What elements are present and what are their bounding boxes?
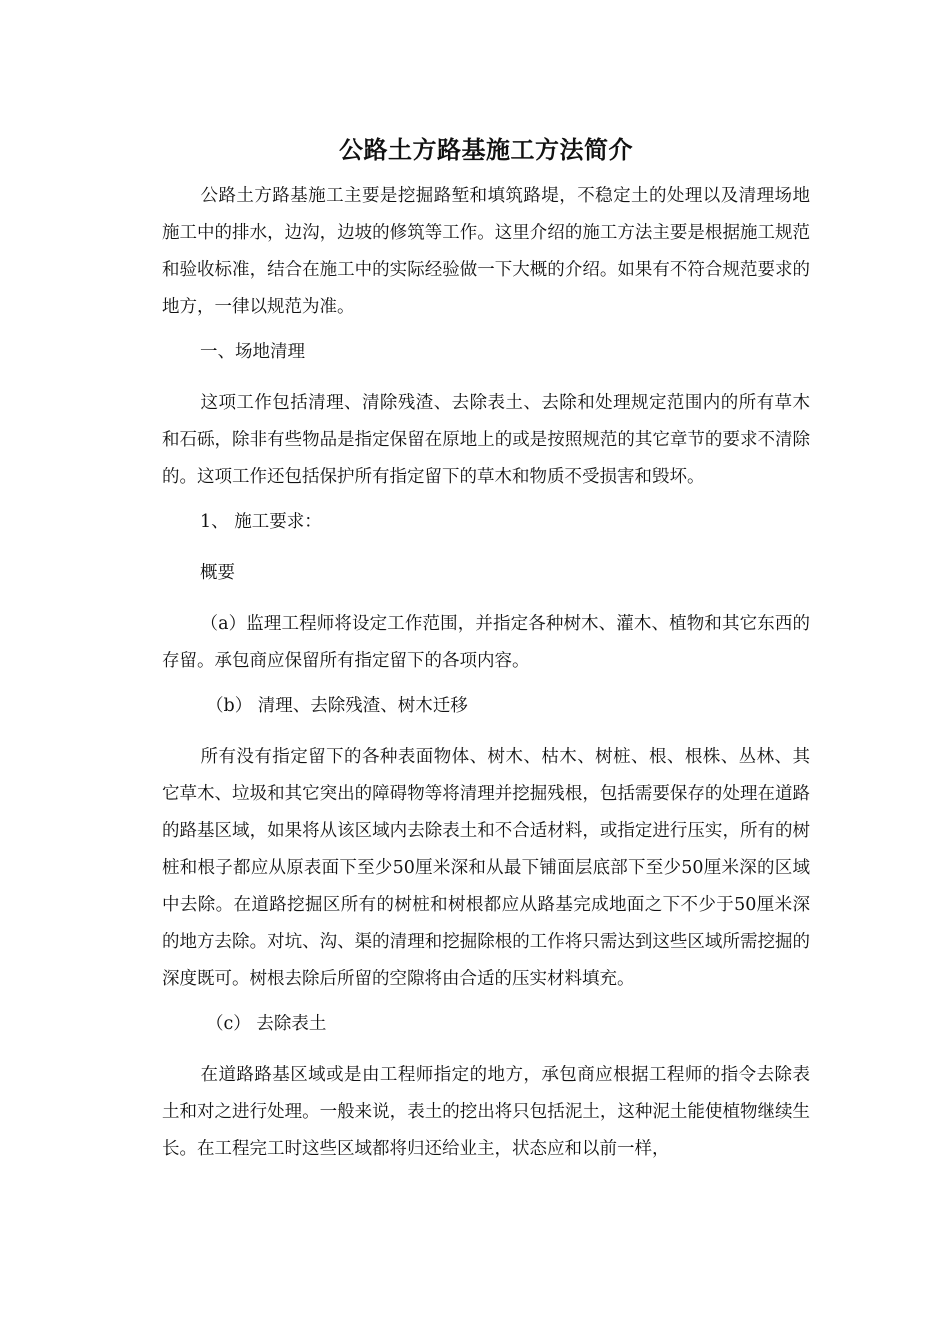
item-a-paragraph: （a）监理工程师将设定工作范围，并指定各种树木、灌木、植物和其它东西的存留。承包商应保留所有指定留下的各项内容。 <box>162 614 810 671</box>
overview-heading: 概要 <box>200 563 235 583</box>
document-title: 公路土方路基施工方法简介 <box>339 135 633 164</box>
section-1-paragraph: 这项工作包括清理、清除残渣、去除表土、去除和处理规定范围内的所有草木和石砾，除非有些物品是指定保留在原地上的或是按照规范的其它章节的要求不清除的。这项工作还包括保护所有指定留下的草木和物质不受损害和毁坏。 <box>162 393 810 487</box>
item-b-heading: （b） 清理、去除残渣、树木迁移 <box>206 696 468 716</box>
item-c-heading: （c） 去除表土 <box>206 1014 327 1034</box>
item-1-heading: 1、 施工要求： <box>200 512 322 532</box>
document-body <box>162 128 810 1176</box>
section-1-heading: 一、场地清理 <box>200 342 305 362</box>
item-c-paragraph: 在道路路基区域或是由工程师指定的地方，承包商应根据工程师的指令去除表土和对之进行处理。一般来说，表土的挖出将只包括泥土，这种泥土能使植物继续生长。在工程完工时这些区域都将归还给业主，状态应和以前一样， <box>162 1065 810 1159</box>
intro-paragraph: 公路土方路基施工主要是挖掘路堑和填筑路堤，不稳定土的处理以及清理场地施工中的排水，边沟，边坡的修筑等工作。这里介绍的施工方法主要是根据施工规范和验收标准，结合在施工中的实际经验做一下大概的介绍。如果有不符合规范要求的地方，一律以规范为准。 <box>162 186 810 317</box>
item-b-paragraph: 所有没有指定留下的各种表面物体、树木、枯木、树桩、根、根株、丛林、其它草木、垃圾和其它突出的障碍物等将清理并挖掘残根，包括需要保存的处理在道路的路基区域，如果将从该区域内去除表土和不合适材料，或指定进行压实，所有的树桩和根子都应从原表面下至少50厘米深和从最下铺面层底部下至少50厘米深的区域中去除。在道路挖掘区所有的树桩和树根都应从路基完成地面之下不少于50厘米深的地方去除。对坑、沟、渠的清理和挖掘除根的工作将只需达到这些区域所需挖掘的深度既可。树根去除后所留的空隙将由合适的压实材料填充。 <box>162 747 810 989</box>
